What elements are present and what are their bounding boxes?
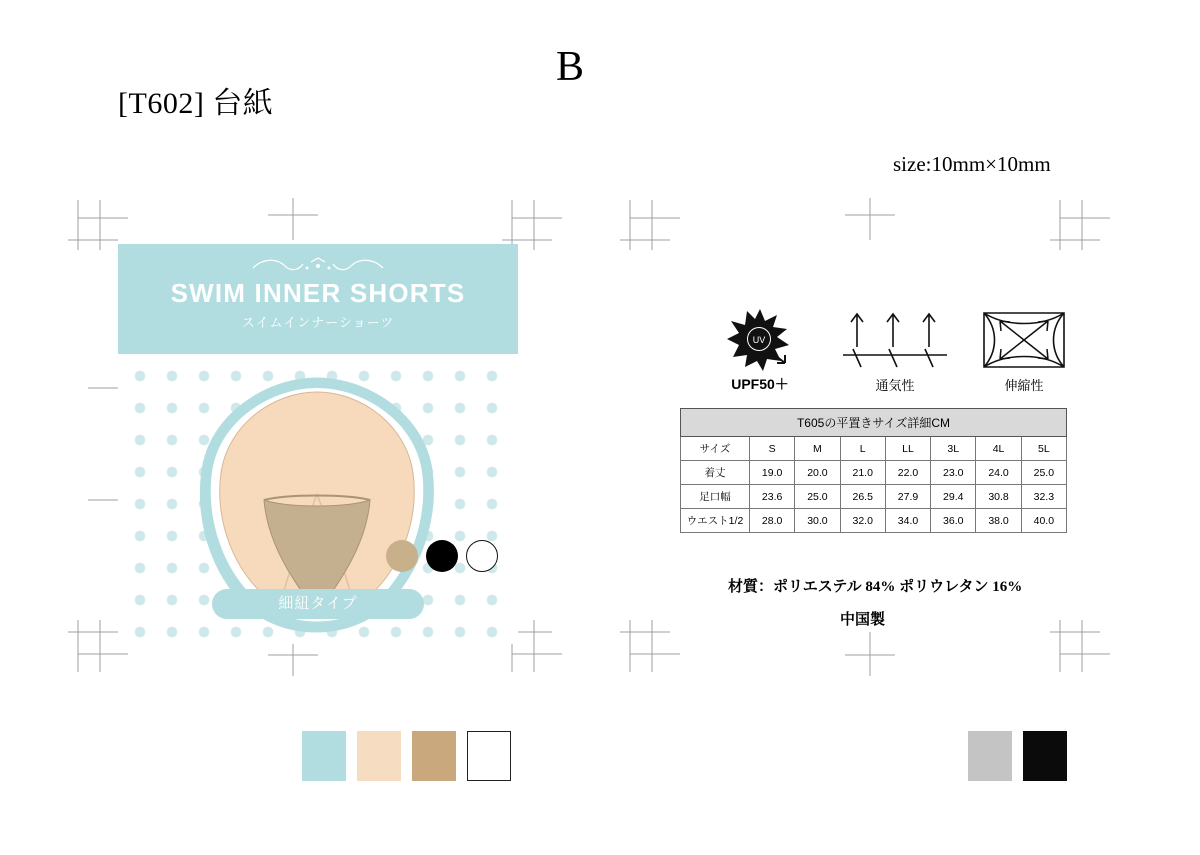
feature-upf-label: UPF50＋ (731, 376, 789, 392)
table-header-row (681, 437, 1067, 461)
feature-upf (700, 305, 820, 400)
table-row (681, 509, 1067, 533)
cell: 23.6 (750, 485, 795, 509)
color-dot-black (426, 540, 458, 572)
feature-breathability-label: 通気性 (875, 378, 915, 393)
cell: 22.0 (885, 461, 930, 485)
row-label-waist: ウエスト1/2 (681, 509, 750, 533)
col-header-s: S (750, 437, 795, 461)
col-header-3l: 3L (931, 437, 976, 461)
cell: 40.0 (1021, 509, 1066, 533)
cell: 25.0 (795, 485, 840, 509)
card-color-dots (386, 540, 506, 576)
table-row (681, 485, 1067, 509)
cell: 25.0 (1021, 461, 1066, 485)
row-label-legwidth: 足口幅 (681, 485, 750, 509)
card-header (118, 244, 518, 354)
material-composition: 材質：ポリエステル 84% ポリウレタン 16% (728, 579, 1023, 595)
breathability-arrows-icon (835, 309, 955, 371)
col-header-m: M (795, 437, 840, 461)
cell: 32.0 (840, 509, 885, 533)
cell: 28.0 (750, 509, 795, 533)
swatch-black (1023, 731, 1067, 781)
col-header-size: サイズ (681, 437, 750, 461)
cell: 24.0 (976, 461, 1021, 485)
col-header-4l: 4L (976, 437, 1021, 461)
col-header-l: L (840, 437, 885, 461)
feature-breathability (830, 305, 960, 400)
country-of-origin: 中国製 (840, 612, 886, 628)
swatch-white (467, 731, 511, 781)
feature-icon-row (700, 305, 1080, 400)
cell: 21.0 (840, 461, 885, 485)
size-note: size:10mm×10mm (893, 152, 1051, 176)
cell: 30.0 (795, 509, 840, 533)
sheet-letter: B (556, 44, 585, 90)
col-header-ll: LL (885, 437, 930, 461)
cell: 38.0 (976, 509, 1021, 533)
col-header-5l: 5L (1021, 437, 1066, 461)
ornament-svg (243, 256, 393, 276)
cell: 26.5 (840, 485, 885, 509)
cell: 30.8 (976, 485, 1021, 509)
card-title: SWIM INNER SHORTS (170, 278, 466, 308)
package-card (118, 244, 518, 644)
cell: 36.0 (931, 509, 976, 533)
stretch-icon (978, 307, 1070, 373)
row-label-length: 着丈 (681, 461, 750, 485)
size-spec-table (680, 408, 1067, 533)
cell: 23.0 (931, 461, 976, 485)
cell: 29.4 (931, 485, 976, 509)
table-caption-row (681, 409, 1067, 437)
page-title: [T602] 台紙 (118, 87, 274, 120)
table-caption: T605の平置きサイズ詳細CM (681, 409, 1067, 437)
swatch-gray (968, 731, 1012, 781)
cell: 32.3 (1021, 485, 1066, 509)
svg-text:UV: UV (752, 335, 766, 345)
card-subtitle: スイムインナーショーツ (241, 315, 395, 330)
upf-sun-icon (705, 305, 815, 377)
cell: 19.0 (750, 461, 795, 485)
feature-stretch-label: 伸縮性 (1004, 378, 1044, 393)
swatch-aqua (302, 731, 346, 781)
cell: 20.0 (795, 461, 840, 485)
cell: 27.9 (885, 485, 930, 509)
swatch-beige-light (357, 731, 401, 781)
feature-stretch (968, 305, 1080, 400)
swatch-tan (412, 731, 456, 781)
color-dot-beige (386, 540, 418, 572)
cell: 34.0 (885, 509, 930, 533)
type-badge: 細紐タイプ (212, 589, 424, 619)
color-dot-white (466, 540, 498, 572)
table-row (681, 461, 1067, 485)
